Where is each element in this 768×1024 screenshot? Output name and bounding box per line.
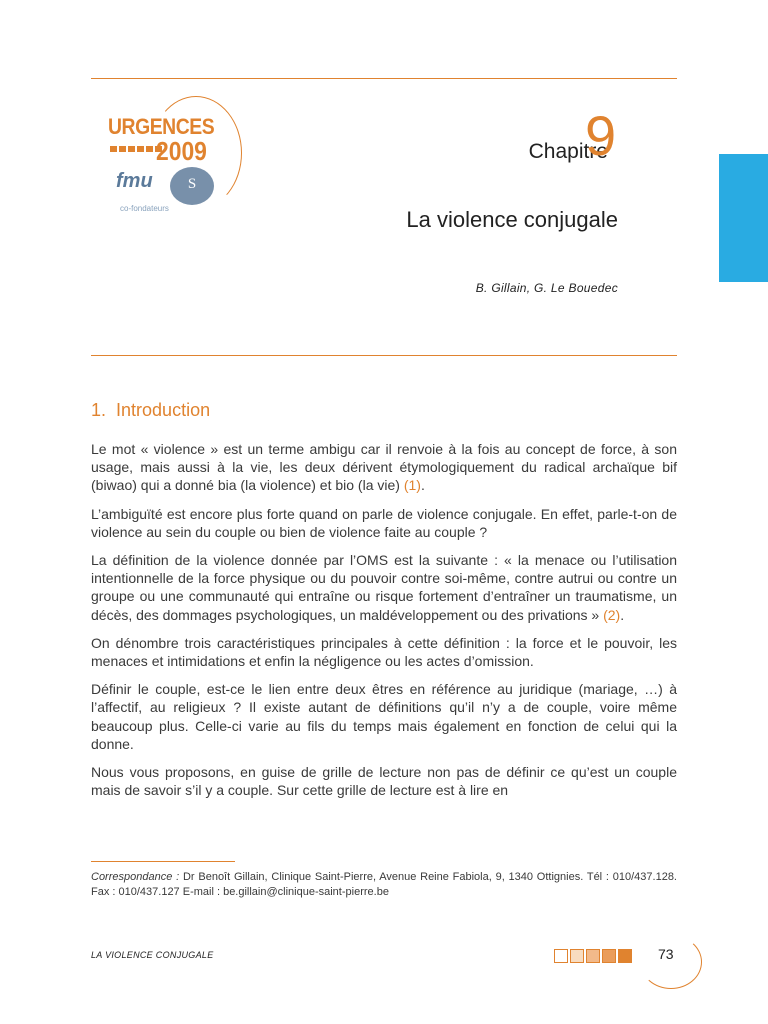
footnote-label: Correspondance : <box>91 871 180 883</box>
footnote-text: Dr Benoît Gillain, Clinique Saint-Pierre, Avenue Reine Fabiola, 9, 1340 Ottignies. Tél : 010/437.128. Fax : 010/437.127 E-mail : be.gillain@clinique-saint-pierre.be <box>91 871 677 898</box>
top-rule <box>91 78 677 79</box>
paragraph: Le mot « violence » est un terme ambigu car il renvoie à la fois au concept de force, à son usage, mais aussi à la vie, les deux dérivent étymologiquement du radical archaïque bif (biwao) qui a donné bia (la violence) et bio (la vie) (1). <box>91 441 677 494</box>
reference-link[interactable]: (2) <box>603 606 621 623</box>
paragraph: L’ambiguïté est encore plus forte quand on parle de violence conjugale. En effet, parle-t-on de violence au sein du couple ou bien de violence faite au couple ? <box>91 505 677 540</box>
chapter-number: 9 <box>585 104 617 167</box>
fmu-logo: fmu <box>116 170 153 192</box>
logo-word: URGENCES <box>108 114 215 139</box>
footnote <box>91 870 677 900</box>
paragraph: Définir le couple, est-ce le lien entre deux êtres en référence au juridique (mariage, …) à l’affectif, au religieux ? Il existe autant de définitions qu’il n’y a de couple, voire même beaucoup plus. Celle-ci varie au fils du temps mais également en fonction de celui qui la donne. <box>91 681 677 752</box>
running-title: LA VIOLENCE CONJUGALE <box>91 950 214 960</box>
header-bottom-rule <box>91 355 677 356</box>
page-arc <box>640 935 702 989</box>
body-text <box>91 440 677 809</box>
paragraph: On dénombre trois caractéristiques principales à cette définition : la force et le pouvoir, les menaces et intimidations et enfin la négligence ou les actes d’omission. <box>91 634 677 670</box>
page-number: 73 <box>658 946 674 962</box>
chapter-tab <box>719 154 768 282</box>
samu-logo-letter: S <box>187 176 197 192</box>
reference-link[interactable]: (1) <box>403 477 421 494</box>
section-title: Introduction <box>116 400 211 420</box>
footer-squares <box>554 949 632 963</box>
paragraph: La définition de la violence donnée par l’OMS est la suivante : « la menace ou l’utilisation intentionnelle de la force physique ou du pouvoir contre soi-même, contre autrui ou contre un groupe ou une communauté qui entraîne ou risque fortement d’entraîner un traumatisme, un décès, des dommages psychologiques, un maldéveloppement ou des privations » (2). <box>91 552 677 623</box>
section-heading <box>91 400 210 421</box>
footnote-rule <box>91 861 235 862</box>
logo-squares <box>110 146 162 152</box>
chapter-title: La violence conjugale <box>406 207 618 232</box>
section-number: 1. <box>91 400 107 420</box>
authors: B. Gillain, G. Le Bouedec <box>475 281 618 295</box>
paragraph: Nous vous proposons, en guise de grille de lecture non pas de définir ce qu’est un couple mais de savoir s’il y a couple. Sur cette grille de lecture est à lire en <box>91 764 677 799</box>
cofondateurs-label: co-fondateurs <box>120 204 169 213</box>
logo-year: 2009 <box>156 136 207 166</box>
chapter-label: Chapitre <box>528 140 608 163</box>
